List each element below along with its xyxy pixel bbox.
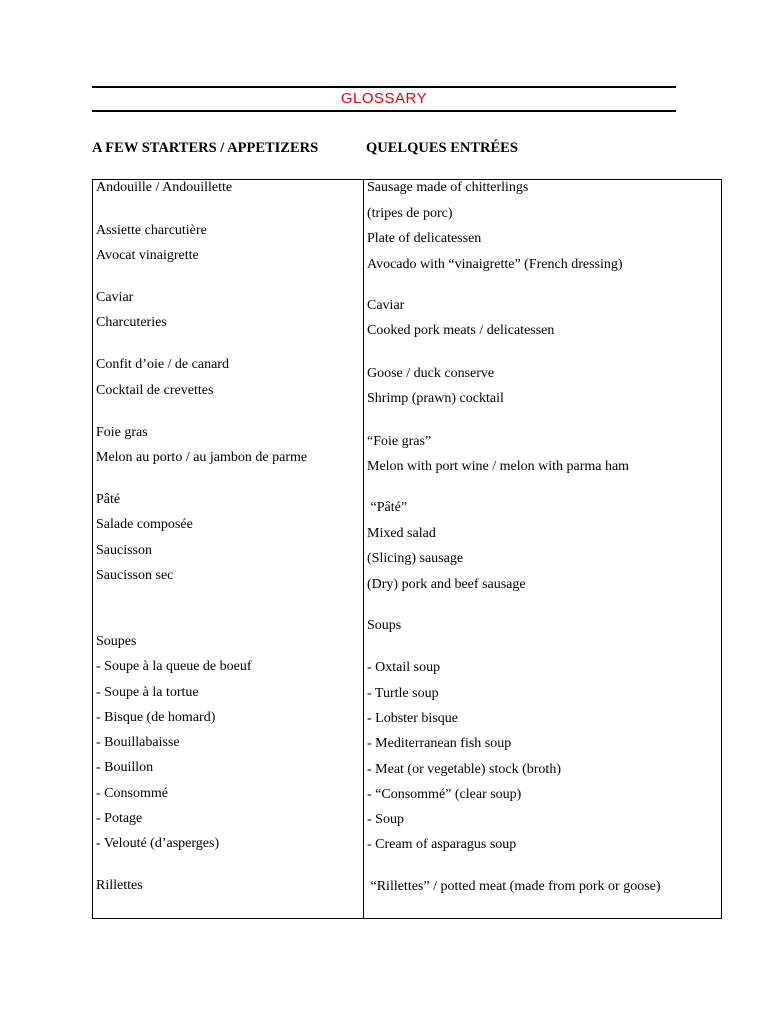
right-entry: (tripes de porc) [367, 206, 453, 221]
right-entry: Shrimp (prawn) cocktail [367, 391, 504, 406]
left-entry: Saucisson sec [96, 568, 174, 583]
left-entry: - Soupe à la tortue [96, 685, 199, 700]
left-entry: Avocat vinaigrette [96, 248, 199, 263]
column-divider [363, 179, 364, 919]
right-entry: “Rillettes” / potted meat (made from pork or goose) [367, 879, 661, 894]
left-entry: Salade composée [96, 517, 193, 532]
right-entry: - Turtle soup [367, 686, 439, 701]
left-entry: Foie gras [96, 425, 148, 440]
right-entry: - Mediterranean fish soup [367, 736, 512, 751]
left-entry: Caviar [96, 290, 134, 305]
glossary-table [92, 179, 722, 919]
right-entry: - Cream of asparagus soup [367, 837, 517, 852]
left-entry: Cocktail de crevettes [96, 383, 214, 398]
right-entry: - Lobster bisque [367, 711, 458, 726]
left-entry: Rillettes [96, 878, 143, 893]
right-entry: - Soup [367, 812, 404, 827]
left-entry: Confit d’oie / de canard [96, 357, 229, 372]
right-entry: Avocado with “vinaigrette” (French dressing) [367, 257, 623, 272]
right-entry: Goose / duck conserve [367, 366, 495, 381]
left-entry: - Consommé [96, 786, 168, 801]
right-entry: (Dry) pork and beef sausage [367, 577, 526, 592]
left-entry: Saucisson [96, 543, 152, 558]
title-rule-top [92, 86, 676, 88]
left-entry: - Soupe à la queue de boeuf [96, 659, 252, 674]
left-entry: - Velouté (d’asperges) [96, 836, 220, 851]
right-entry: “Foie gras” [367, 434, 432, 449]
right-entry: Cooked pork meats / delicatessen [367, 323, 555, 338]
page-title: GLOSSARY [340, 90, 428, 107]
right-entry: - Meat (or vegetable) stock (broth) [367, 762, 561, 777]
left-entry: Andouille / Andouillette [96, 180, 233, 195]
left-entry: Melon au porto / au jambon de parme [96, 450, 308, 465]
right-entry: Soups [367, 618, 402, 633]
left-entry: - Bisque (de homard) [96, 710, 216, 725]
left-entry: Assiette charcutière [96, 223, 207, 238]
left-entry: Soupes [96, 634, 137, 649]
right-entry: “Pâté” [367, 500, 408, 515]
heading-english: A FEW STARTERS / APPETIZERS [92, 140, 319, 156]
left-entry: - Bouillabaisse [96, 735, 180, 750]
right-entry: - “Consommé” (clear soup) [367, 787, 522, 802]
right-entry: - Oxtail soup [367, 660, 441, 675]
right-entry: Caviar [367, 298, 405, 313]
left-entry: Charcuteries [96, 315, 167, 330]
left-entry: - Potage [96, 811, 143, 826]
left-entry: - Bouillon [96, 760, 154, 775]
right-entry: (Slicing) sausage [367, 551, 464, 566]
left-entry: Pâté [96, 492, 121, 507]
right-entry: Mixed salad [367, 526, 436, 541]
right-entry: Sausage made of chitterlings [367, 180, 529, 195]
right-entry: Melon with port wine / melon with parma ham [367, 459, 630, 474]
title-rule-bottom [92, 110, 676, 112]
right-entry: Plate of delicatessen [367, 231, 482, 246]
heading-french: QUELQUES ENTRÉES [366, 140, 518, 156]
